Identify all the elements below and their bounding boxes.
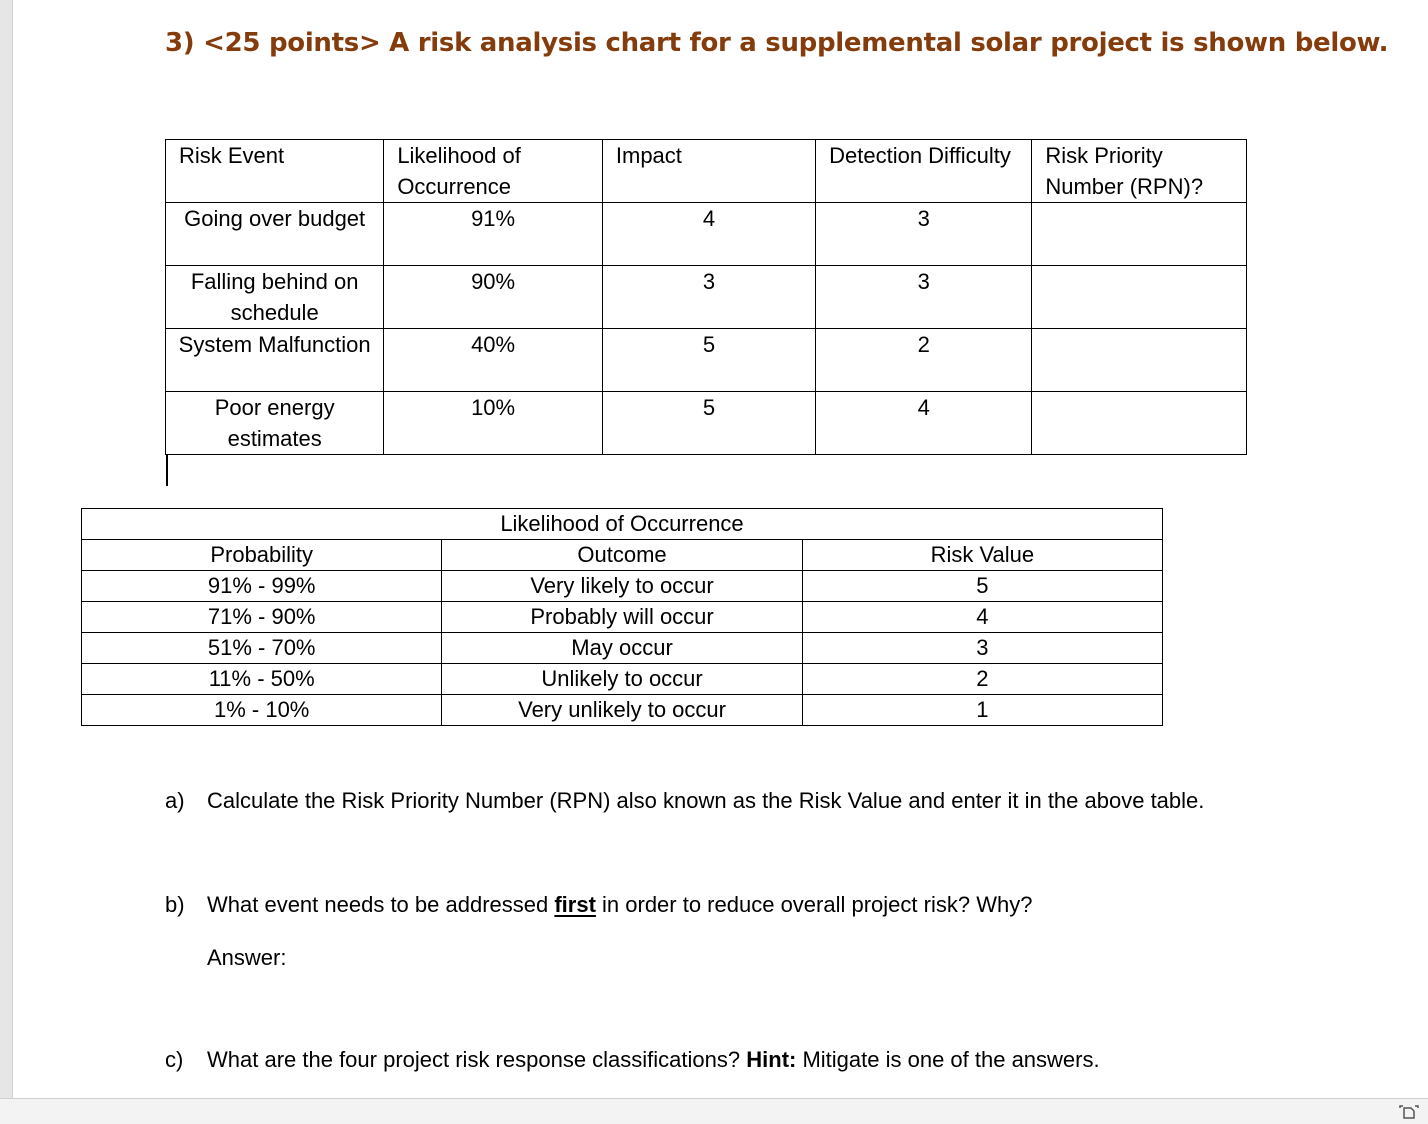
- outcome-cell: Unlikely to occur: [442, 664, 802, 695]
- impact-cell: 3: [602, 266, 815, 329]
- detection-cell: 3: [816, 203, 1032, 266]
- question-b-emphasis: first: [554, 892, 596, 917]
- table-header-row: [166, 140, 1247, 203]
- impact-cell: 5: [602, 392, 815, 455]
- likelihood-table-title: Likelihood of Occurrence: [82, 509, 1163, 540]
- table-row: [82, 571, 1163, 602]
- risk-value-cell: 2: [802, 664, 1162, 695]
- likelihood-cell: 91%: [384, 203, 603, 266]
- outcome-cell: May occur: [442, 633, 802, 664]
- likelihood-cell: 90%: [384, 266, 603, 329]
- impact-cell: 4: [602, 203, 815, 266]
- rpn-cell[interactable]: [1032, 203, 1247, 266]
- risk-event-cell: Falling behind on schedule: [166, 266, 384, 329]
- detection-cell: 4: [816, 392, 1032, 455]
- header-likelihood: Likelihood of Occurrence: [384, 140, 603, 203]
- hint-label: Hint:: [746, 1047, 797, 1072]
- table-row: [82, 633, 1163, 664]
- question-c-label: c): [165, 1047, 184, 1072]
- outcome-cell: Probably will occur: [442, 602, 802, 633]
- table-title-row: [82, 509, 1163, 540]
- detection-cell: 2: [816, 329, 1032, 392]
- rpn-cell[interactable]: [1032, 329, 1247, 392]
- risk-value-cell: 5: [802, 571, 1162, 602]
- header-detection: Detection Difficulty: [816, 140, 1032, 203]
- probability-cell: 51% - 70%: [82, 633, 442, 664]
- header-probability: Probability: [82, 540, 442, 571]
- rpn-cell[interactable]: [1032, 266, 1247, 329]
- question-b-before: What event needs to be addressed: [207, 892, 555, 917]
- question-a-text: Calculate the Risk Priority Number (RPN) also known as the Risk Value and enter it in the above table.: [207, 788, 1205, 813]
- probability-cell: 11% - 50%: [82, 664, 442, 695]
- header-impact: Impact: [602, 140, 815, 203]
- risk-event-cell: Poor energy estimates: [166, 392, 384, 455]
- likelihood-cell: 40%: [384, 329, 603, 392]
- risk-analysis-table: [165, 139, 1247, 455]
- outcome-cell: Very likely to occur: [442, 571, 802, 602]
- detection-cell: 3: [816, 266, 1032, 329]
- outcome-cell: Very unlikely to occur: [442, 695, 802, 726]
- table-row: [82, 664, 1163, 695]
- header-risk-event: Risk Event: [166, 140, 384, 203]
- question-a-label: a): [165, 788, 185, 813]
- risk-value-cell: 4: [802, 602, 1162, 633]
- question-b-label: b): [165, 892, 185, 917]
- status-bar: [0, 1098, 1428, 1124]
- rpn-cell[interactable]: [1032, 392, 1247, 455]
- likelihood-table: [81, 508, 1163, 726]
- table-header-row: [82, 540, 1163, 571]
- answer-label[interactable]: Answer:: [207, 945, 287, 970]
- document-corner-icon[interactable]: [1398, 1104, 1420, 1120]
- table-row: [82, 695, 1163, 726]
- header-rpn: Risk Priority Number (RPN)?: [1032, 140, 1247, 203]
- question-c-text: [207, 1047, 1100, 1073]
- impact-cell: 5: [602, 329, 815, 392]
- header-risk-value: Risk Value: [802, 540, 1162, 571]
- risk-event-cell: Going over budget: [166, 203, 384, 266]
- table-row: [166, 266, 1247, 329]
- risk-event-cell: System Malfunction: [166, 329, 384, 392]
- table-row: [166, 329, 1247, 392]
- question-b-after: in order to reduce overall project risk? Why?: [595, 892, 1033, 917]
- likelihood-cell: 10%: [384, 392, 603, 455]
- risk-value-cell: 1: [802, 695, 1162, 726]
- question-title: 3) <25 points> A risk analysis chart for a supplemental solar project is shown below.: [165, 28, 1389, 58]
- table-row: [166, 392, 1247, 455]
- question-c-after: Mitigate is one of the answers.: [796, 1047, 1100, 1072]
- risk-value-cell: 3: [802, 633, 1162, 664]
- probability-cell: 1% - 10%: [82, 695, 442, 726]
- probability-cell: 71% - 90%: [82, 602, 442, 633]
- question-c-before: What are the four project risk response classifications?: [207, 1047, 747, 1072]
- probability-cell: 91% - 99%: [82, 571, 442, 602]
- table-row: [166, 203, 1247, 266]
- table-row: [82, 602, 1163, 633]
- question-b-text: [207, 892, 1032, 918]
- header-outcome: Outcome: [442, 540, 802, 571]
- text-cursor: [166, 455, 168, 486]
